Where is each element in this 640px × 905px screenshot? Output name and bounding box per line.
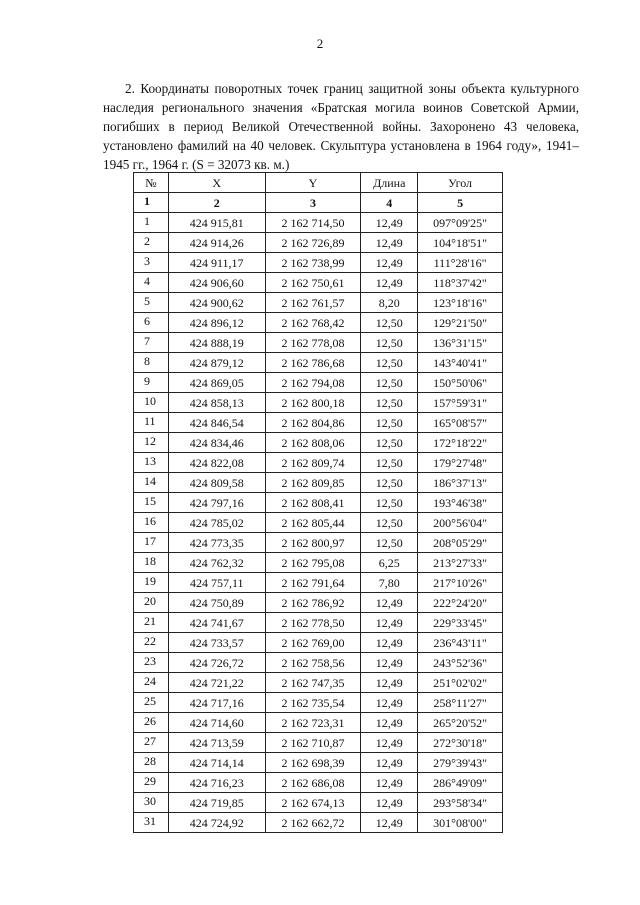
- y-coordinate-cell: 2 162 805,44: [265, 513, 361, 533]
- x-coordinate-cell: 424 757,11: [168, 573, 265, 593]
- column-number-cell: 1: [134, 193, 169, 213]
- angle-cell: 179°27'48": [418, 453, 503, 473]
- table-row: [134, 513, 503, 533]
- angle-cell: 143°40'41": [418, 353, 503, 373]
- table-row: [134, 673, 503, 693]
- point-number-cell: 9: [134, 373, 169, 393]
- y-coordinate-cell: 2 162 735,54: [265, 693, 361, 713]
- x-coordinate-cell: 424 726,72: [168, 653, 265, 673]
- point-number-cell: 25: [134, 693, 169, 713]
- table-row: [134, 253, 503, 273]
- x-coordinate-cell: 424 911,17: [168, 253, 265, 273]
- angle-cell: 129°21'50": [418, 313, 503, 333]
- column-number-row: [134, 193, 503, 213]
- angle-cell: 236°43'11": [418, 633, 503, 653]
- length-cell: 12,50: [361, 373, 418, 393]
- point-number-cell: 4: [134, 273, 169, 293]
- y-coordinate-cell: 2 162 761,57: [265, 293, 361, 313]
- table-row: [134, 713, 503, 733]
- length-cell: 12,49: [361, 793, 418, 813]
- angle-cell: 136°31'15": [418, 333, 503, 353]
- point-number-cell: 3: [134, 253, 169, 273]
- length-cell: 12,50: [361, 433, 418, 453]
- x-coordinate-cell: 424 741,67: [168, 613, 265, 633]
- y-coordinate-cell: 2 162 786,92: [265, 593, 361, 613]
- point-number-cell: 27: [134, 733, 169, 753]
- table-row: [134, 773, 503, 793]
- point-number-cell: 19: [134, 573, 169, 593]
- table-row: [134, 433, 503, 453]
- y-coordinate-cell: 2 162 786,68: [265, 353, 361, 373]
- angle-cell: 157°59'31": [418, 393, 503, 413]
- length-cell: 6,25: [361, 553, 418, 573]
- x-coordinate-cell: 424 714,60: [168, 713, 265, 733]
- table-row: [134, 373, 503, 393]
- point-number-cell: 2: [134, 233, 169, 253]
- table-row: [134, 453, 503, 473]
- x-coordinate-cell: 424 721,22: [168, 673, 265, 693]
- column-number-cell: 5: [418, 193, 503, 213]
- angle-cell: 111°28'16": [418, 253, 503, 273]
- x-coordinate-cell: 424 914,26: [168, 233, 265, 253]
- x-coordinate-cell: 424 785,02: [168, 513, 265, 533]
- angle-cell: 301°08'00": [418, 813, 503, 833]
- y-coordinate-cell: 2 162 769,00: [265, 633, 361, 653]
- y-coordinate-cell: 2 162 804,86: [265, 413, 361, 433]
- x-coordinate-cell: 424 750,89: [168, 593, 265, 613]
- y-coordinate-cell: 2 162 662,72: [265, 813, 361, 833]
- y-coordinate-cell: 2 162 808,06: [265, 433, 361, 453]
- length-cell: 12,50: [361, 333, 418, 353]
- y-coordinate-cell: 2 162 778,08: [265, 333, 361, 353]
- y-coordinate-cell: 2 162 714,50: [265, 213, 361, 233]
- angle-cell: 222°24'20": [418, 593, 503, 613]
- x-coordinate-cell: 424 888,19: [168, 333, 265, 353]
- angle-cell: 279°39'43": [418, 753, 503, 773]
- y-coordinate-cell: 2 162 758,56: [265, 653, 361, 673]
- length-cell: 12,50: [361, 533, 418, 553]
- length-cell: 12,49: [361, 273, 418, 293]
- angle-cell: 208°05'29": [418, 533, 503, 553]
- x-coordinate-cell: 424 716,23: [168, 773, 265, 793]
- length-cell: 12,49: [361, 673, 418, 693]
- length-cell: 12,50: [361, 393, 418, 413]
- y-coordinate-cell: 2 162 750,61: [265, 273, 361, 293]
- angle-cell: 186°37'13": [418, 473, 503, 493]
- table-row: [134, 413, 503, 433]
- coordinates-table: [133, 172, 503, 833]
- angle-cell: 104°18'51": [418, 233, 503, 253]
- y-coordinate-cell: 2 162 791,64: [265, 573, 361, 593]
- table-row: [134, 733, 503, 753]
- angle-cell: 150°50'06": [418, 373, 503, 393]
- y-coordinate-cell: 2 162 747,35: [265, 673, 361, 693]
- x-coordinate-cell: 424 773,35: [168, 533, 265, 553]
- header-x: X: [168, 173, 265, 193]
- length-cell: 12,50: [361, 313, 418, 333]
- table-row: [134, 553, 503, 573]
- x-coordinate-cell: 424 900,62: [168, 293, 265, 313]
- length-cell: 12,50: [361, 493, 418, 513]
- length-cell: 12,49: [361, 753, 418, 773]
- x-coordinate-cell: 424 717,16: [168, 693, 265, 713]
- y-coordinate-cell: 2 162 795,08: [265, 553, 361, 573]
- point-number-cell: 18: [134, 553, 169, 573]
- y-coordinate-cell: 2 162 800,18: [265, 393, 361, 413]
- point-number-cell: 15: [134, 493, 169, 513]
- point-number-cell: 16: [134, 513, 169, 533]
- point-number-cell: 1: [134, 213, 169, 233]
- length-cell: 12,49: [361, 773, 418, 793]
- length-cell: 12,50: [361, 353, 418, 373]
- column-number-cell: 4: [361, 193, 418, 213]
- length-cell: 12,49: [361, 233, 418, 253]
- x-coordinate-cell: 424 713,59: [168, 733, 265, 753]
- section-paragraph: 2. Координаты поворотных точек границ защитной зоны объекта культурного наследия регионального значения «Братская могила воинов Советской Армии, погибших в период Великой Отечественной войны. Захоронено 43 человека, установлено фамилий на 40 человек. Скульптура установлена в 1964 году», 1941–1945 гг., 1964 г. (S = 32073 кв. м.): [103, 81, 579, 173]
- point-number-cell: 7: [134, 333, 169, 353]
- angle-cell: 172°18'22": [418, 433, 503, 453]
- point-number-cell: 28: [134, 753, 169, 773]
- y-coordinate-cell: 2 162 809,85: [265, 473, 361, 493]
- x-coordinate-cell: 424 869,05: [168, 373, 265, 393]
- y-coordinate-cell: 2 162 809,74: [265, 453, 361, 473]
- length-cell: 7,80: [361, 573, 418, 593]
- table-row: [134, 213, 503, 233]
- table-row: [134, 473, 503, 493]
- x-coordinate-cell: 424 797,16: [168, 493, 265, 513]
- point-number-cell: 8: [134, 353, 169, 373]
- x-coordinate-cell: 424 714,14: [168, 753, 265, 773]
- angle-cell: 251°02'02": [418, 673, 503, 693]
- angle-cell: 118°37'42": [418, 273, 503, 293]
- table-row: [134, 633, 503, 653]
- table-row: [134, 793, 503, 813]
- point-number-cell: 14: [134, 473, 169, 493]
- y-coordinate-cell: 2 162 768,42: [265, 313, 361, 333]
- x-coordinate-cell: 424 906,60: [168, 273, 265, 293]
- length-cell: 12,49: [361, 693, 418, 713]
- column-number-cell: 3: [265, 193, 361, 213]
- length-cell: 12,49: [361, 593, 418, 613]
- table-row: [134, 233, 503, 253]
- x-coordinate-cell: 424 762,32: [168, 553, 265, 573]
- x-coordinate-cell: 424 879,12: [168, 353, 265, 373]
- point-number-cell: 22: [134, 633, 169, 653]
- table-row: [134, 313, 503, 333]
- angle-cell: 272°30'18": [418, 733, 503, 753]
- length-cell: 12,49: [361, 213, 418, 233]
- x-coordinate-cell: 424 846,54: [168, 413, 265, 433]
- angle-cell: 258°11'27": [418, 693, 503, 713]
- x-coordinate-cell: 424 896,12: [168, 313, 265, 333]
- angle-cell: 286°49'09": [418, 773, 503, 793]
- column-number-cell: 2: [168, 193, 265, 213]
- length-cell: 12,49: [361, 633, 418, 653]
- y-coordinate-cell: 2 162 726,89: [265, 233, 361, 253]
- length-cell: 12,50: [361, 413, 418, 433]
- y-coordinate-cell: 2 162 674,13: [265, 793, 361, 813]
- table-row: [134, 753, 503, 773]
- y-coordinate-cell: 2 162 710,87: [265, 733, 361, 753]
- x-coordinate-cell: 424 822,08: [168, 453, 265, 473]
- angle-cell: 213°27'33": [418, 553, 503, 573]
- angle-cell: 217°10'26": [418, 573, 503, 593]
- length-cell: 12,49: [361, 253, 418, 273]
- table-row: [134, 293, 503, 313]
- point-number-cell: 13: [134, 453, 169, 473]
- point-number-cell: 29: [134, 773, 169, 793]
- point-number-cell: 24: [134, 673, 169, 693]
- angle-cell: 097°09'25": [418, 213, 503, 233]
- x-coordinate-cell: 424 719,85: [168, 793, 265, 813]
- point-number-cell: 11: [134, 413, 169, 433]
- table-row: [134, 573, 503, 593]
- point-number-cell: 17: [134, 533, 169, 553]
- y-coordinate-cell: 2 162 698,39: [265, 753, 361, 773]
- table-row: [134, 593, 503, 613]
- table-header-row: [134, 173, 503, 193]
- point-number-cell: 30: [134, 793, 169, 813]
- header-angle: Угол: [418, 173, 503, 193]
- table-row: [134, 653, 503, 673]
- x-coordinate-cell: 424 915,81: [168, 213, 265, 233]
- angle-cell: 293°58'34": [418, 793, 503, 813]
- header-length: Длина: [361, 173, 418, 193]
- length-cell: 8,20: [361, 293, 418, 313]
- page-number: 2: [316, 36, 324, 51]
- angle-cell: 165°08'57": [418, 413, 503, 433]
- table-row: [134, 353, 503, 373]
- angle-cell: 229°33'45": [418, 613, 503, 633]
- table-row: [134, 393, 503, 413]
- y-coordinate-cell: 2 162 794,08: [265, 373, 361, 393]
- x-coordinate-cell: 424 724,92: [168, 813, 265, 833]
- point-number-cell: 31: [134, 813, 169, 833]
- length-cell: 12,49: [361, 713, 418, 733]
- y-coordinate-cell: 2 162 738,99: [265, 253, 361, 273]
- y-coordinate-cell: 2 162 808,41: [265, 493, 361, 513]
- point-number-cell: 12: [134, 433, 169, 453]
- x-coordinate-cell: 424 733,57: [168, 633, 265, 653]
- y-coordinate-cell: 2 162 686,08: [265, 773, 361, 793]
- table-row: [134, 613, 503, 633]
- table-row: [134, 813, 503, 833]
- header-number: №: [134, 173, 169, 193]
- point-number-cell: 6: [134, 313, 169, 333]
- angle-cell: 243°52'36": [418, 653, 503, 673]
- length-cell: 12,49: [361, 653, 418, 673]
- point-number-cell: 10: [134, 393, 169, 413]
- angle-cell: 123°18'16": [418, 293, 503, 313]
- table-row: [134, 533, 503, 553]
- length-cell: 12,50: [361, 513, 418, 533]
- x-coordinate-cell: 424 809,58: [168, 473, 265, 493]
- x-coordinate-cell: 424 858,13: [168, 393, 265, 413]
- point-number-cell: 20: [134, 593, 169, 613]
- angle-cell: 193°46'38": [418, 493, 503, 513]
- angle-cell: 200°56'04": [418, 513, 503, 533]
- length-cell: 12,50: [361, 473, 418, 493]
- y-coordinate-cell: 2 162 778,50: [265, 613, 361, 633]
- length-cell: 12,49: [361, 613, 418, 633]
- length-cell: 12,50: [361, 453, 418, 473]
- y-coordinate-cell: 2 162 800,97: [265, 533, 361, 553]
- x-coordinate-cell: 424 834,46: [168, 433, 265, 453]
- point-number-cell: 21: [134, 613, 169, 633]
- length-cell: 12,49: [361, 813, 418, 833]
- table-row: [134, 273, 503, 293]
- y-coordinate-cell: 2 162 723,31: [265, 713, 361, 733]
- length-cell: 12,49: [361, 733, 418, 753]
- point-number-cell: 26: [134, 713, 169, 733]
- table-row: [134, 493, 503, 513]
- point-number-cell: 23: [134, 653, 169, 673]
- table-row: [134, 333, 503, 353]
- table-row: [134, 693, 503, 713]
- header-y: Y: [265, 173, 361, 193]
- angle-cell: 265°20'52": [418, 713, 503, 733]
- point-number-cell: 5: [134, 293, 169, 313]
